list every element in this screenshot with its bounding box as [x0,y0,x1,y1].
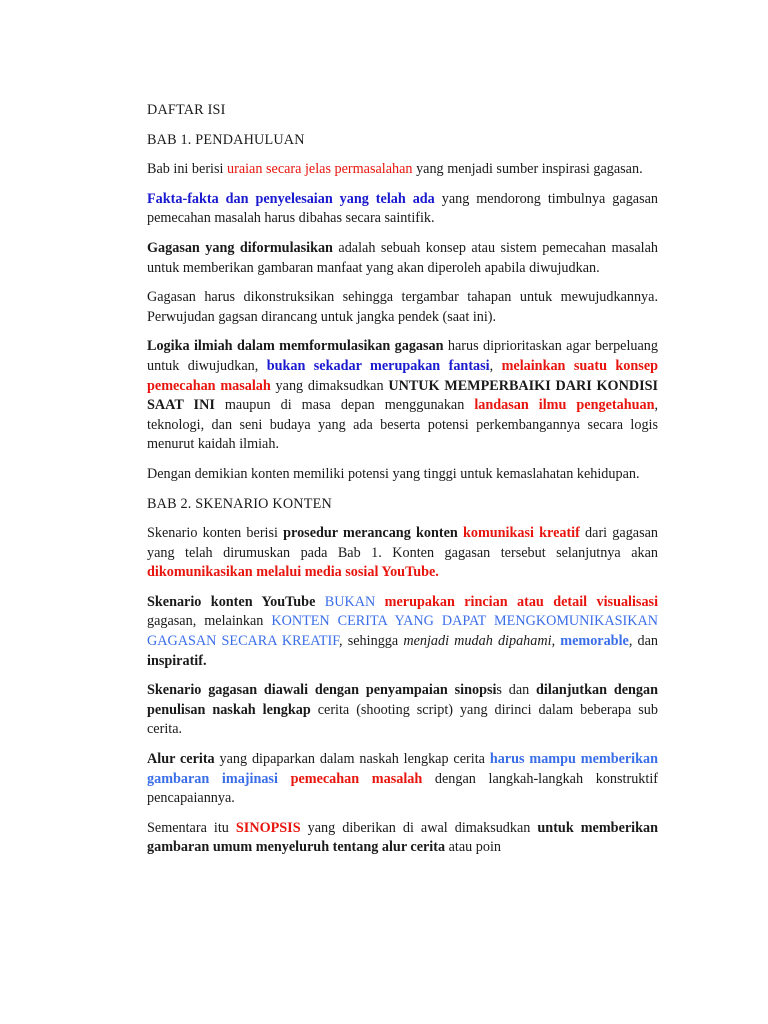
highlight-blue-bold: Fakta-fakta dan penyelesaian yang telah ada [147,190,435,207]
chapter-1-heading: BAB 1. PENDAHULUAN [147,131,305,148]
paragraph-1 [147,160,658,180]
text-run [375,594,384,610]
text-run [315,594,324,610]
paragraph-9 [147,681,658,740]
paragraph-10 [147,750,658,809]
highlight-red-bold: SINOPSIS [235,819,301,836]
highlight-red-bold: merupakan rincian atau detail visualisasi [384,593,659,610]
paragraph-2 [147,190,658,229]
bold-text: dilanjutkan dengan penulisan naskah lengkap [147,682,658,718]
text-run: , teknologi, dan seni budaya yang ada beserta potensi perkembangannya secara logis menurut kaidah ilmiah. [147,397,659,453]
document-body [147,101,658,857]
text-run: Dengan demikian konten memiliki potensi yang tinggi untuk kemaslahatan kehidupan. [147,465,640,482]
text-run: yang dimaksudkan [270,377,389,394]
text-run: Gagasan harus dikonstruksikan sehingga tergambar tahapan untuk mewujudkannya. Perwujudan gagsan dirancang untuk jangka pendek (saat ini). [147,289,658,325]
text-run: adalah sebuah konsep atau sistem pemecahan masalah untuk memberikan gambaran manfaat yang akan diperoleh apabila diwujudkan. [147,239,658,276]
bold-text: Gagasan yang diformulasikan [147,239,333,256]
highlight-blue: KONTEN CERITA YANG DAPAT MENGKOMUNIKASIKAN GAGASAN SECARA KREATIF [147,613,658,650]
text-run: , [489,357,502,374]
bold-text: UNTUK MEMPERBAIKI DARI KONDISI SAAT INI [147,377,659,414]
paragraph-11-clip [147,819,658,857]
paragraph-7 [147,524,658,583]
highlight-red-bold: landasan ilmu pengetahuan [474,397,655,414]
paragraph-3 [147,239,658,278]
text-run: yang mendorong timbulnya gagasan pemecahan masalah harus dibahas secara saintifik. [147,190,658,227]
text-run: gagasan, melainkan [147,613,272,630]
highlight-red-bold: dikomunikasikan melalui media sosial YouTube. [147,564,439,581]
text-run: Skenario konten berisi [147,525,284,542]
highlight-blue-bold: memorable [560,633,629,650]
highlight-red: uraian secara jelas permasalahan [227,161,413,178]
text-run: dengan langkah-langkah konstruktif pencapaiannya. [147,770,658,807]
text-run: yang menjadi sumber inspirasi gagasan. [412,161,643,178]
paragraph-8 [147,593,658,671]
bold-text: Skenario konten YouTube [147,593,316,610]
toc-title: DAFTAR ISI [147,102,226,118]
bold-text: Alur cerita [147,751,215,768]
bold-text: Skenario gagasan diawali dengan penyampaian sinopsi [147,682,497,699]
bold-text: Logika ilmiah dalam memformulasikan gagasan [147,338,444,355]
text-run: , [551,633,561,650]
text-run: s dan [496,682,537,699]
highlight-blue-bold: harus mampu memberikan gambaran imajinasi [147,751,658,787]
text-run: atau poin [445,839,502,856]
bold-text: inspiratif. [147,652,207,669]
italic-text: menjadi mudah dipahami [403,633,552,650]
paragraph-6 [147,465,658,485]
text-run: yang diberikan di awal dimaksudkan [300,819,538,836]
text-run: , sehingga [339,633,404,650]
highlight-red-bold: melainkan suatu konsep pemecahan masalah [147,357,659,394]
text-run: dari gagasan yang telah dirumuskan pada Bab 1. Konten gagasan tersebut selanjutnya akan [147,525,658,561]
highlight-red-bold: pemecahan masalah [290,770,423,787]
highlight-blue: BUKAN [324,593,376,610]
text-run: , dan [628,633,659,650]
text-run: Sementara itu [147,819,236,836]
bold-text: prosedur merancang konten [283,525,458,542]
text-run: cerita (shooting script) yang dirinci dalam beberapa sub cerita. [147,701,658,738]
text-run [278,771,291,787]
text-run: Bab ini berisi [147,161,227,178]
paragraph-5 [147,337,658,455]
highlight-red-bold: komunikasi kreatif [462,525,580,542]
paragraph-4 [147,288,658,327]
text-run: harus diprioritaskan agar berpeluang untuk diwujudkan, [147,338,658,374]
text-run: maupun di masa depan menggunakan [214,397,475,414]
highlight-blue-bold: bukan sekadar merupakan fantasi [266,357,490,374]
text-run: yang dipaparkan dalam naskah lengkap cerita [214,751,490,768]
chapter-2-heading: BAB 2. SKENARIO KONTEN [147,495,332,512]
paragraph-11 [147,819,658,857]
bold-text: untuk memberikan gambaran umum menyeluruh tentang alur cerita [147,819,658,856]
